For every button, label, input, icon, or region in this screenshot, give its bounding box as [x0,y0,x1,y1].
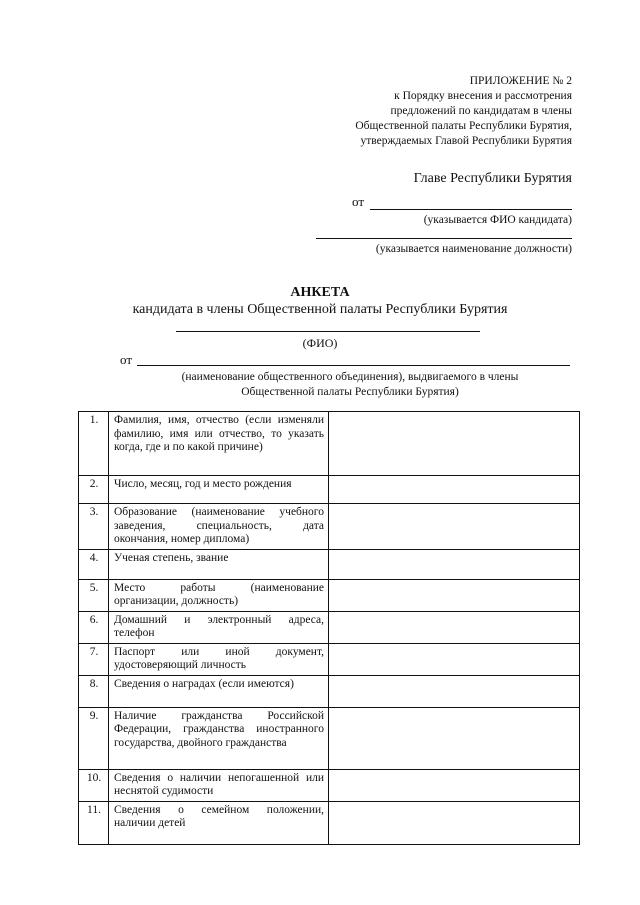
candidate-name-caption: (указывается ФИО кандидата) [423,214,572,226]
addressee-block [312,170,572,256]
row-label: Образование (наименование учебного заведения, специальность, дата окончания, номер диплома) [109,504,329,550]
row-label: Ученая степень, звание [109,549,329,579]
appendix-line: утверждаемых Главой Республики Бурятия [360,135,572,147]
position-field[interactable] [316,237,572,239]
appendix-line: к Порядку внесения и рассмотрения [394,90,572,102]
row-number: 2. [79,476,109,504]
row-value-cell[interactable] [329,675,580,707]
table-row [79,611,580,643]
form-title: АНКЕТА [290,285,350,300]
table-row [79,801,580,844]
row-number: 10. [79,769,109,801]
organization-caption-line: Общественной палаты Республики Бурятия) [241,386,459,398]
row-number: 1. [79,412,109,476]
form-subtitle: кандидата в члены Общественной палаты Республики Бурятия [132,302,508,317]
row-label: Место работы (наименование организации, должность) [109,579,329,611]
row-value-cell[interactable] [329,549,580,579]
appendix-line: ПРИЛОЖЕНИЕ № 2 [469,75,572,87]
table-row [79,504,580,550]
from-label: от [351,194,364,209]
table-row [79,476,580,504]
row-label: Наличие гражданства Российской Федерации, гражданства иностранного государства, двойного гражданства [109,707,329,769]
row-value-cell[interactable] [329,579,580,611]
row-number: 5. [79,579,109,611]
table-row [79,412,580,476]
row-number: 6. [79,611,109,643]
row-label: Число, месяц, год и место рождения [109,476,329,504]
row-number: 11. [79,801,109,844]
from-label: от [120,352,133,367]
row-label: Сведения о наградах (если имеются) [109,675,329,707]
row-value-cell[interactable] [329,611,580,643]
row-number: 4. [79,549,109,579]
row-value-cell[interactable] [329,412,580,476]
row-number: 9. [79,707,109,769]
addressee-title: Главе Республики Бурятия [413,171,572,186]
fio-caption: (ФИО) [302,336,338,350]
organization-field[interactable] [137,365,570,366]
row-number: 7. [79,643,109,675]
row-label: Фамилия, имя, отчество (если изменяли фамилию, имя или отчество, то указать когда, где и по какой причине) [109,412,329,476]
appendix-line: предложений по кандидатам в члены [390,105,572,117]
row-value-cell[interactable] [329,476,580,504]
row-value-cell[interactable] [329,707,580,769]
row-label: Домашний и электронный адреса, телефон [109,611,329,643]
organization-caption [140,370,560,400]
row-label: Сведения о семейном положении, наличии детей [109,801,329,844]
appendix-line: Общественной палаты Республики Бурятия, [355,120,572,132]
table-row [79,549,580,579]
table-row [79,579,580,611]
table-row [79,707,580,769]
row-label: Сведения о наличии непогашенной или неснятой судимости [109,769,329,801]
candidate-name-line [312,194,572,210]
row-value-cell[interactable] [329,504,580,550]
row-number: 3. [79,504,109,550]
row-value-cell[interactable] [329,643,580,675]
fio-field[interactable] [176,331,480,332]
row-value-cell[interactable] [329,769,580,801]
organization-caption-line: (наименование общественного объединения), выдвигаемого в члены [181,371,519,383]
table-row [79,769,580,801]
candidate-name-field[interactable] [370,208,572,210]
row-number: 8. [79,675,109,707]
table-row [79,643,580,675]
table-row [79,675,580,707]
appendix-header [355,74,572,149]
position-caption: (указывается наименование должности) [375,243,572,255]
questionnaire-table [78,411,580,845]
row-label: Паспорт или иной документ, удостоверяющий личность [109,643,329,675]
row-value-cell[interactable] [329,801,580,844]
